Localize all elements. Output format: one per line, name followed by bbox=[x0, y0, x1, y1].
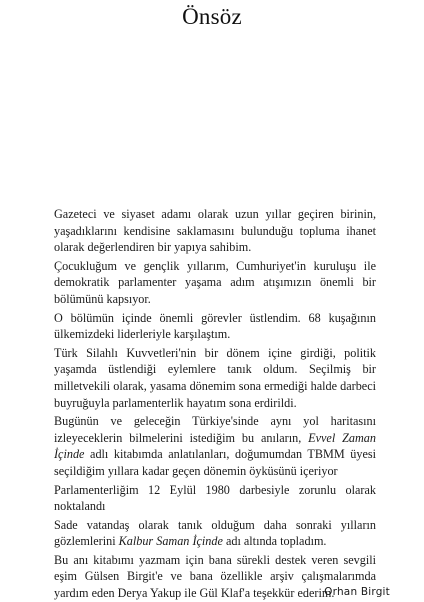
paragraph-2 bbox=[54, 258, 376, 308]
paragraph-7 bbox=[54, 517, 376, 550]
paragraph-1 bbox=[54, 206, 376, 256]
paragraph-6 bbox=[54, 482, 376, 515]
paragraph-text: Sade vatandaş olarak tanık olduğum daha sonraki yılların gözlemlerini bbox=[54, 517, 376, 549]
book-title-italic: Evvel Zaman İçinde bbox=[54, 430, 376, 462]
book-title-italic: Kalbur Saman İçinde bbox=[118, 534, 223, 549]
paragraph-text: Bu anı kitabımı yazmam için bana sürekli destek veren sevgili eşim Gülsen Birgit'e ve bana özellikle arşiv çalışmalarımda yardım eden Derya Yakup ile Gül Klaf'a teşekkür ederim. bbox=[54, 552, 376, 601]
paragraph-5 bbox=[54, 413, 376, 479]
paragraph-text: Çocukluğum ve gençlik yıllarım, Cumhuriyet'in kuruluşu ile demokratik parlamenter yaşama adım atışımızın önemli bir bölümünü kapsıyor. bbox=[54, 258, 376, 306]
paragraph-text: Parlamenterliğim 12 Eylül 1980 darbesiyle zorunlu olarak noktalandı bbox=[54, 482, 376, 514]
paragraph-text: Gazeteci ve siyaset adamı olarak uzun yıllar geçiren birinin, yaşadıklarını kendisine saklamasını bulunduğu topluma ihanet olarak değerlendiren bir yapıya sahibim. bbox=[54, 207, 376, 255]
author-signature: Orhan Birgit bbox=[324, 586, 390, 598]
preface-body bbox=[54, 206, 376, 602]
paragraph-text: adlı kitabımda anlatılanları, doğumumdan TBMM üyesi seçildiğim yıllara kadar geçen dönemin öyküsünü içeriyor bbox=[54, 447, 376, 478]
paragraph-text: Türk Silahlı Kuvvetleri'nin bir dönem içine girdiği, politik yaşamda üstlendiği eylemlere tanık oldum. Seçilmiş bir milletvekili olarak, yasama dönemim sona ermediği halde darbeci buyruğuyla parlamenterlik hayatım sona erdirildi. bbox=[54, 345, 376, 410]
paragraph-text: adı altında topladım. bbox=[222, 534, 327, 549]
paragraph-text: O bölümün içinde önemli görevler üstlendim. 68 kuşağının ülkemizdeki liderleriyle karşılaştım. bbox=[54, 310, 376, 342]
paragraph-text: Bugünün ve geleceğin Türkiye'sinde aynı yol haritasını izleyeceklerin bilmelerini istediğim bu anıların, bbox=[54, 414, 376, 445]
paragraph-3 bbox=[54, 310, 376, 343]
paragraph-4 bbox=[54, 345, 376, 411]
page-title: Önsöz bbox=[182, 4, 242, 29]
